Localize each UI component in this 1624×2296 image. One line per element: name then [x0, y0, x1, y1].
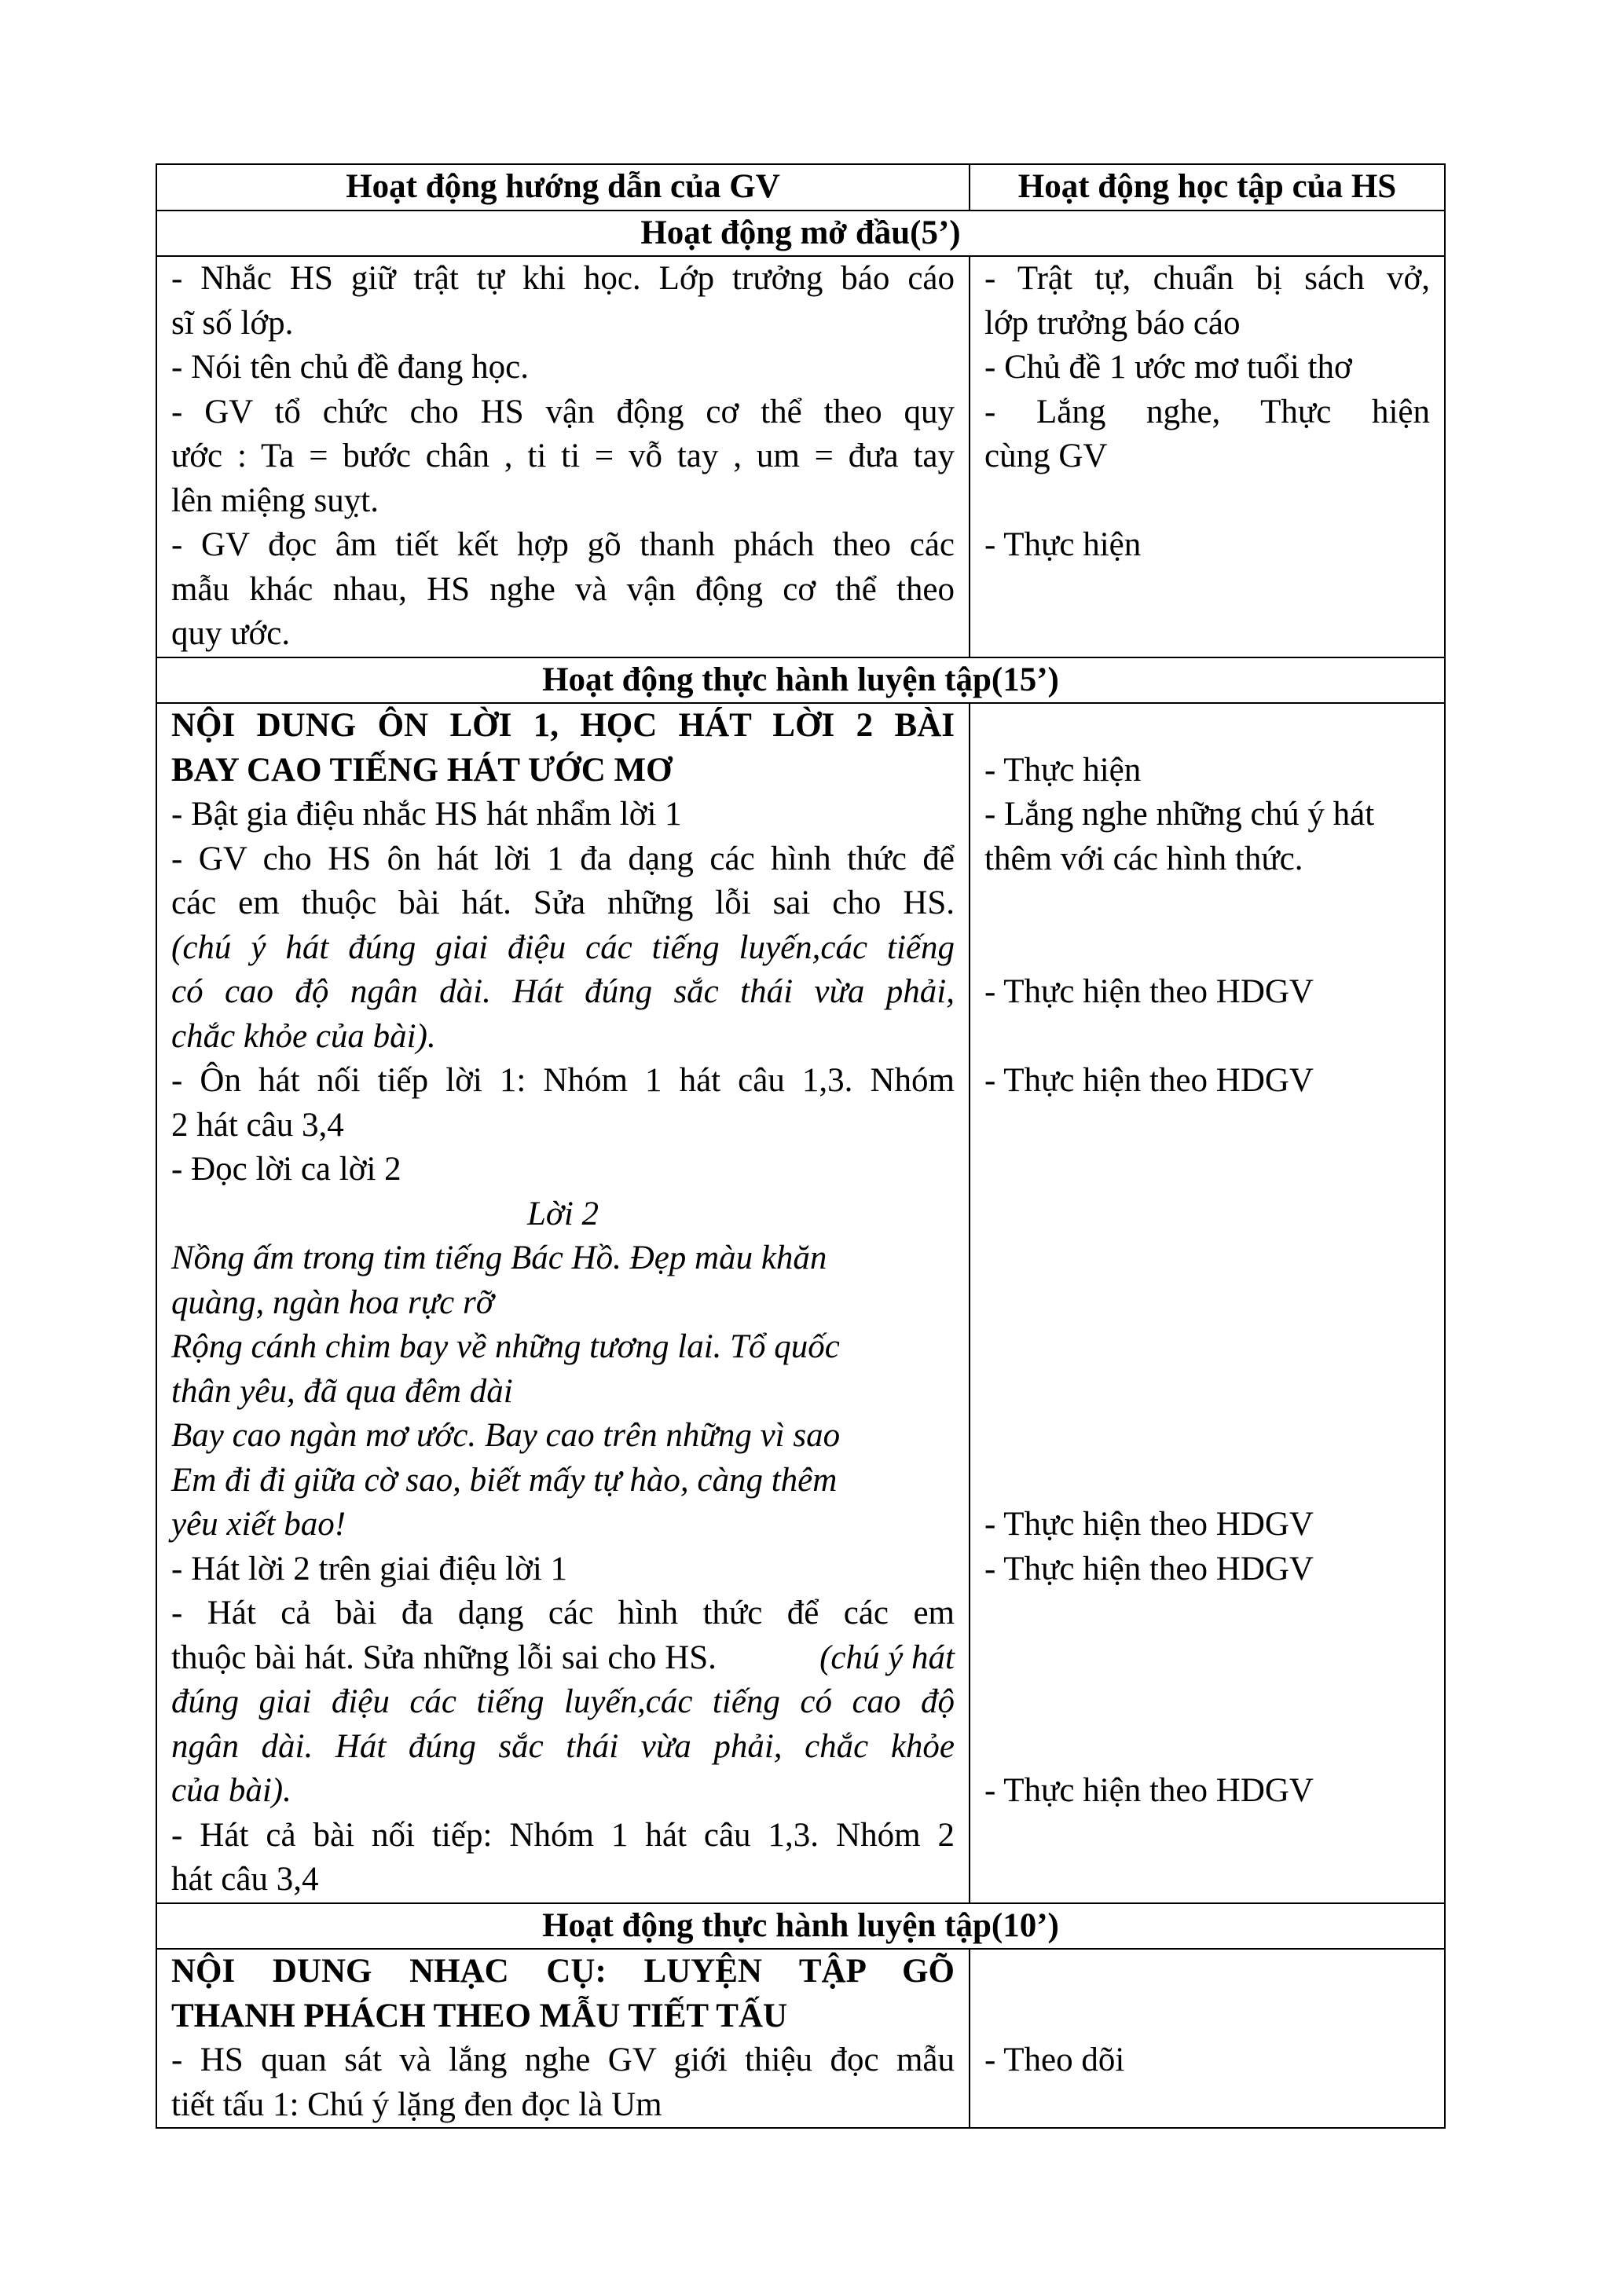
lyrics-line: Rộng cánh chim bay về những tương lai. Tổ quốc: [171, 1328, 840, 1365]
text-line: ước : Ta = bước chân , ti ti = vỗ tay , um = đưa tay: [171, 438, 955, 474]
text-line: - Lắng nghe, Thực hiện: [984, 393, 1430, 430]
spacer: [984, 1636, 1430, 1681]
text-line: - Nói tên chủ đề đang học.: [171, 349, 529, 386]
content-heading-line: THANH PHÁCH THEO MẪU TIẾT TẤU: [171, 1997, 788, 2034]
student-activity-cell: [970, 1949, 1445, 2128]
header-teacher-activity: Hoạt động hướng dẫn của GV: [156, 164, 970, 211]
spacer: [984, 1994, 1430, 2039]
text-line: - Lắng nghe những chú ý hát: [984, 796, 1375, 833]
text-line: đúng giai điệu các tiếng luyến,các tiếng có cao độ: [171, 1683, 955, 1720]
spacer: [984, 704, 1430, 749]
text-line: của bài).: [171, 1772, 291, 1809]
text-line: - Đọc lời ca lời 2: [171, 1151, 401, 1188]
text-line: - HS quan sát và lắng nghe GV giới thiệu đọc mẫu: [171, 2041, 955, 2078]
lyrics-line: Em đi đi giữa cờ sao, biết mấy tự hào, càng thêm: [171, 1461, 838, 1499]
lyrics-line: yêu xiết bao!: [171, 1506, 346, 1543]
text-line: - Nhắc HS giữ trật tự khi học. Lớp trưởng báo cáo: [171, 260, 955, 297]
text-line: chắc khỏe của bài).: [171, 1017, 436, 1055]
spacer: [984, 1591, 1430, 1636]
text-line: lên miệng suỵt.: [171, 482, 379, 519]
section-title-row: [156, 211, 1445, 257]
text-line: mẫu khác nhau, HS nghe và vận động cơ thể theo: [171, 570, 955, 608]
text-line: - GV cho HS ôn hát lời 1 đa dạng các hình thức để: [171, 840, 955, 877]
section-title-opening: Hoạt động mở đầu(5’): [156, 211, 1445, 257]
table-row: [156, 1949, 1445, 2128]
spacer: [984, 1950, 1430, 1994]
teacher-activity-cell: [156, 256, 970, 657]
lesson-plan-table: [156, 163, 1446, 2129]
text-line: [171, 1636, 955, 1681]
text-line: - Thực hiện: [984, 751, 1142, 789]
section-title-practice-15: Hoạt động thực hành luyện tập(15’): [156, 657, 1445, 704]
content-heading-line: BAY CAO TIẾNG HÁT ƯỚC MƠ: [171, 751, 673, 789]
text-line: - Thực hiện theo HDGV: [984, 1062, 1314, 1099]
student-activity-cell: [970, 703, 1445, 1903]
text-line: - Thực hiện theo HDGV: [984, 1506, 1314, 1543]
table-header-row: [156, 164, 1445, 211]
text-line: - GV tổ chức cho HS vận động cơ thể theo quy: [171, 393, 955, 430]
spacer: [984, 1148, 1430, 1192]
student-activity-cell: [970, 256, 1445, 657]
text-line: - Ôn hát nối tiếp lời 1: Nhóm 1 hát câu 1,3. Nhóm: [171, 1062, 955, 1099]
content-heading-line: NỘI DUNG ÔN LỜI 1, HỌC HÁT LỜI 2 BÀI: [171, 707, 955, 744]
spacer: [984, 1015, 1430, 1060]
spacer: [984, 1236, 1430, 1281]
content-heading-line: NỘI DUNG NHẠC CỤ: LUYỆN TẬP GÕ: [171, 1953, 955, 1990]
header-student-activity: Hoạt động học tập của HS: [970, 164, 1445, 211]
text-line: sĩ số lớp.: [171, 304, 294, 342]
text-line: - Hát lời 2 trên giai điệu lời 1: [171, 1550, 568, 1587]
spacer: [984, 1370, 1430, 1415]
text-line: - Hát cả bài nối tiếp: Nhóm 1 hát câu 1,3. Nhóm 2: [171, 1816, 955, 1854]
text-line: các em thuộc bài hát. Sửa những lỗi sai cho HS.: [171, 884, 955, 921]
text-line: - Thực hiện theo HDGV: [984, 973, 1314, 1010]
lyrics-line: Nồng ấm trong tim tiếng Bác Hồ. Đẹp màu khăn: [171, 1240, 827, 1276]
text-line: - Bật gia điệu nhắc HS hát nhẩm lời 1: [171, 796, 682, 833]
text-line: - Theo dõi: [984, 2041, 1125, 2078]
text-line: tiết tấu 1: Chú ý lặng đen đọc là Um: [171, 2085, 662, 2123]
text-line: - GV đọc âm tiết kết hợp gõ thanh phách theo các: [171, 526, 955, 563]
spacer: [984, 881, 1430, 926]
section-title-practice-10: Hoạt động thực hành luyện tập(10’): [156, 1903, 1445, 1950]
spacer: [984, 1414, 1430, 1459]
text-line: quy ước.: [171, 615, 291, 652]
teacher-activity-cell: [156, 703, 970, 1903]
spacer: [984, 1325, 1430, 1370]
table-row: [156, 256, 1445, 657]
text-line: - Thực hiện theo HDGV: [984, 1772, 1314, 1809]
text-line: (chú ý hát đúng giai điệu các tiếng luyến,các tiếng: [171, 928, 955, 966]
text-line: - Trật tự, chuẩn bị sách vở,: [984, 260, 1430, 297]
text-line: lớp trưởng báo cáo: [984, 304, 1241, 342]
section-title-row: [156, 657, 1445, 704]
text-segment: thuộc bài hát. Sửa những lỗi sai cho HS.: [171, 1639, 717, 1676]
text-line: - Chủ đề 1 ước mơ tuổi thơ: [984, 349, 1352, 386]
lyrics-line: quàng, ngàn hoa rực rỡ: [171, 1283, 494, 1321]
spacer: [984, 1192, 1430, 1237]
teacher-activity-cell: [156, 1949, 970, 2128]
text-line: - Thực hiện theo HDGV: [984, 1550, 1314, 1587]
text-line: thêm với các hình thức.: [984, 840, 1303, 877]
text-line: ngân dài. Hát đúng sắc thái vừa phải, chắc khỏe: [171, 1727, 955, 1765]
spacer: [984, 1281, 1430, 1326]
text-line: cùng GV: [984, 438, 1108, 474]
text-segment: (chú ý hát: [819, 1639, 955, 1676]
spacer: [984, 1459, 1430, 1503]
spacer: [984, 479, 1430, 524]
spacer: [984, 1725, 1430, 1770]
text-line: hát câu 3,4: [171, 1861, 319, 1898]
spacer: [984, 926, 1430, 971]
lyrics-line: thân yêu, đã qua đêm dài: [171, 1372, 513, 1410]
lyrics-heading: Lời 2: [526, 1195, 599, 1232]
table-row: [156, 703, 1445, 1903]
text-line: 2 hát câu 3,4: [171, 1106, 344, 1144]
text-line: có cao độ ngân dài. Hát đúng sắc thái vừa phải,: [171, 973, 955, 1010]
text-line: - Thực hiện: [984, 526, 1142, 563]
text-line: - Hát cả bài đa dạng các hình thức để các em: [171, 1595, 955, 1631]
section-title-row: [156, 1903, 1445, 1950]
spacer: [984, 1680, 1430, 1725]
spacer: [984, 1104, 1430, 1148]
lyrics-line: Bay cao ngàn mơ ước. Bay cao trên những vì sao: [171, 1417, 841, 1454]
